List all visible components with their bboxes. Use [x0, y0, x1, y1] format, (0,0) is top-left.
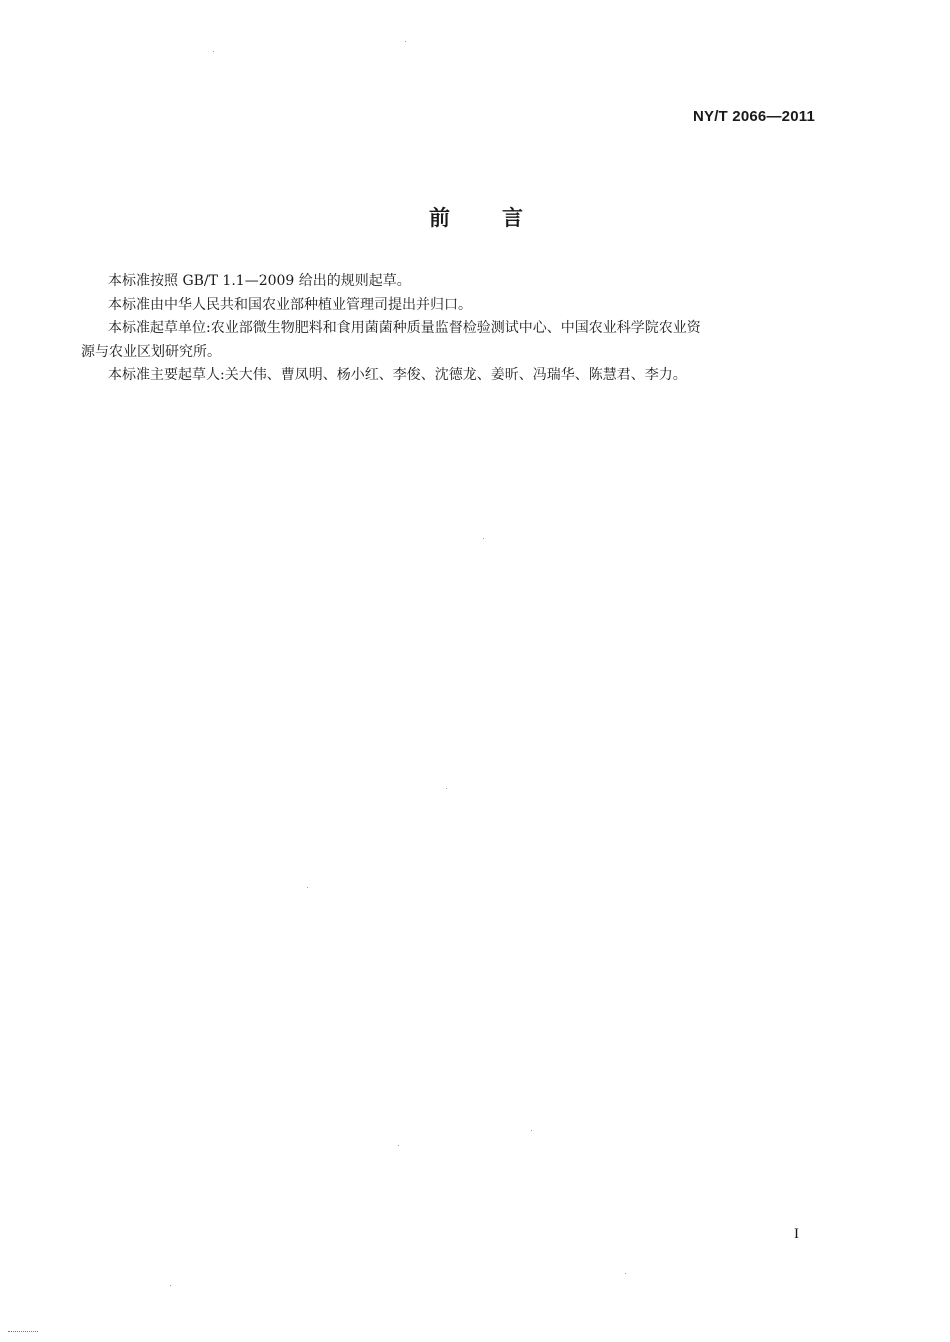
- scan-speck: [307, 887, 308, 888]
- scan-speck: [405, 41, 406, 42]
- paragraph-drafting-units: [81, 317, 818, 364]
- scan-mark: [8, 1331, 38, 1333]
- scan-speck: [170, 1285, 171, 1286]
- paragraph-drafters: [108, 364, 818, 388]
- paragraph-line: 本标准由中华人民共和国农业部种植业管理司提出并归口。: [108, 296, 472, 313]
- standard-code: NY/T 2066—2011: [692, 108, 815, 125]
- paragraph-drafting-rules: [108, 270, 818, 294]
- paragraph-line-continued: 源与农业区划研究所。: [81, 343, 221, 360]
- paragraph-line: 本标准按照 GB/T 1.1—2009 给出的规则起草。: [108, 273, 411, 289]
- paragraph-line: 本标准主要起草人:关大伟、曹凤明、杨小红、李俊、沈德龙、姜昕、冯瑞华、陈慧君、李力。: [108, 367, 687, 383]
- scan-speck: [446, 788, 447, 789]
- paragraph-proposer: [108, 294, 818, 318]
- page-number: I: [794, 1226, 799, 1242]
- page-title: 前言: [429, 206, 575, 230]
- body-text: [81, 270, 818, 388]
- scan-speck: [483, 538, 484, 539]
- scan-speck: [625, 1273, 626, 1274]
- scan-speck: [398, 1145, 399, 1146]
- scan-speck: [531, 1130, 532, 1131]
- scan-speck: [213, 51, 214, 52]
- paragraph-line: 本标准起草单位:农业部微生物肥料和食用菌菌种质量监督检验测试中心、中国农业科学院农业资: [108, 320, 701, 336]
